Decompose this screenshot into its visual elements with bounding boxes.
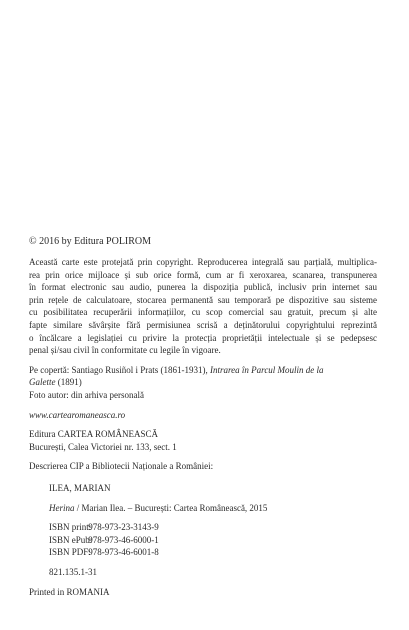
isbn-list	[49, 521, 377, 559]
cip-title-line	[49, 502, 377, 515]
cover-credits	[29, 364, 377, 402]
legal-notice	[29, 256, 377, 357]
cover-painting-year: (1891)	[55, 377, 82, 388]
legal-line: penal și/sau civil în conformitate cu legile în vigoare.	[29, 345, 221, 356]
publisher-name: Editura CARTEA ROMÂNEASCĂ	[29, 429, 158, 440]
colophon	[29, 236, 377, 599]
cip-title-rest: / Marian Ilea. – București: Cartea Românească, 2015	[74, 502, 268, 513]
legal-line: cu posibilitatea recuperării informațiilor, cu scop comercial sau gratuit, precum și alte	[29, 307, 377, 318]
cover-credit-prefix: Pe copertă: Santiago Rusiñol i Prats (1861-1931),	[29, 364, 210, 375]
legal-line: o încălcare a legislației cu privire la protecția proprietății intelectuale și se pedepsesc	[29, 332, 377, 343]
legal-line: rea prin orice mijloace și sub orice formă, cum ar fi xeroxarea, scanarea, transpunerea	[29, 269, 377, 280]
cover-painting-title-cont: Galette	[29, 377, 56, 388]
cover-credit-line-2	[29, 376, 377, 389]
isbn-row-pdf	[49, 546, 377, 559]
copyright-notice: © 2016 by Editura POLIROM	[29, 236, 152, 247]
isbn-value: 978-973-46-6000-1	[88, 534, 159, 545]
photo-credit: Foto autor: din arhiva personală	[29, 389, 144, 400]
isbn-label: ISBN PDF:	[49, 547, 91, 558]
publisher-info	[29, 428, 377, 453]
isbn-row-print	[49, 521, 377, 534]
isbn-value: 978-973-46-6001-8	[88, 547, 159, 558]
publisher-address: București, Calea Victoriei nr. 133, sect. 1	[29, 441, 177, 452]
cip-heading: Descrierea CIP a Bibliotecii Naționale a României:	[29, 461, 214, 472]
legal-line: în format electronic sau audio, punerea la dispoziția publică, inclusiv prin internet sau	[29, 282, 377, 293]
cip-book-title: Herina	[49, 502, 75, 513]
legal-line: prin rețele de calculatoare, stocarea permanentă sau temporară pe dispozitive sau sisteme	[29, 294, 377, 305]
isbn-label: ISBN print:	[49, 522, 92, 533]
legal-line: Această carte este protejată prin copyright. Reproducerea integrală sau parțială, multiplica-	[29, 257, 377, 267]
isbn-label: ISBN ePub:	[49, 534, 93, 545]
cip-author: ILEA, MARIAN	[49, 482, 111, 493]
legal-line: fapte similare săvârșite fără permisiunea scrisă a deținătorului copyrightului reprezintă	[29, 319, 377, 330]
printed-in: Printed in ROMANIA	[29, 587, 110, 598]
cip-record	[49, 482, 377, 579]
cip-classification: 821.135.1-31	[49, 566, 97, 577]
website-link: www.cartearomaneasca.ro	[29, 409, 126, 420]
isbn-row-epub	[49, 534, 377, 547]
cover-painting-title: Intrarea în Parcul Moulin de la	[209, 364, 324, 375]
cover-credit-line	[29, 364, 377, 377]
isbn-value: 978-973-23-3143-9	[88, 522, 159, 533]
